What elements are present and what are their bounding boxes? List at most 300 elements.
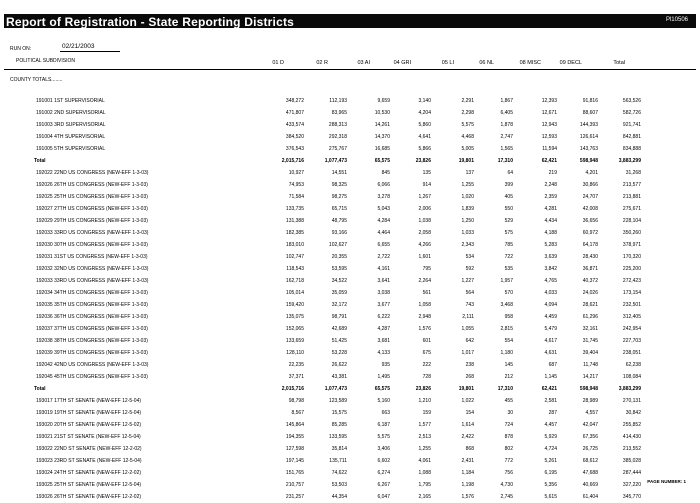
cell-05-li: 642 — [465, 338, 474, 344]
table-row — [0, 431, 641, 443]
table-row — [0, 143, 641, 155]
cell-01-d: 74,953 — [288, 182, 304, 188]
cell-01-d: 102,747 — [285, 254, 304, 260]
cell-03-ai: 14,261 — [374, 122, 390, 128]
cell-05-li: 1,255 — [461, 182, 474, 188]
column-header: 02 R — [316, 60, 328, 66]
cell-02-r: 53,228 — [331, 350, 347, 356]
cell-01-d: 433,574 — [285, 122, 304, 128]
district-name: 193017 17TH ST SENATE (NEW-EFF 12-5-04) — [36, 398, 142, 404]
cell-03-ai: 6,187 — [377, 422, 390, 428]
political-subdivision-header: POLITICAL SUBDIVISION — [16, 58, 75, 64]
cell-02-r: 43,381 — [331, 374, 347, 380]
cell-03-ai: 4,464 — [377, 230, 390, 236]
table-row — [0, 239, 641, 251]
cell-06-nl: 1,957 — [500, 278, 513, 284]
cell-08-misc: 5,261 — [544, 458, 557, 464]
cell-01-d: 127,598 — [285, 446, 304, 452]
table-row — [0, 467, 641, 479]
cell-08-misc: 11,594 — [542, 146, 557, 152]
county-totals-label: COUNTY TOTALS........ — [10, 77, 63, 83]
cell-05-li: 5,575 — [461, 122, 474, 128]
cell-06-nl: 399 — [504, 182, 513, 188]
cell-01-d: 145,864 — [285, 422, 304, 428]
cell-04-gri: 23,826 — [415, 158, 431, 164]
cell-total: 834,888 — [622, 146, 641, 152]
cell-05-li: 1,022 — [461, 398, 474, 404]
cell-01-d: 133,735 — [285, 206, 304, 212]
cell-08-misc: 12,593 — [541, 134, 557, 140]
registration-table — [0, 95, 641, 503]
cell-total: 30,842 — [625, 410, 641, 416]
table-row — [0, 359, 641, 371]
table-row — [0, 227, 641, 239]
cell-01-d: 348,272 — [285, 98, 304, 104]
cell-06-nl: 455 — [504, 398, 513, 404]
cell-09-decl: 4,201 — [585, 170, 598, 176]
district-name: 192029 29TH US CONGRESS (NEW-EFF 1-3-03) — [36, 218, 148, 224]
cell-08-misc: 4,724 — [544, 446, 557, 452]
report-title: Report of Registration - State Reporting Districts — [6, 15, 295, 29]
column-header: 06 NL — [479, 60, 494, 66]
cell-08-misc: 5,929 — [544, 434, 557, 440]
cell-02-r: 26,622 — [331, 362, 347, 368]
table-row — [0, 179, 641, 191]
cell-05-li: 137 — [465, 170, 474, 176]
total-row — [0, 155, 641, 167]
cell-08-misc: 4,457 — [544, 422, 557, 428]
cell-08-misc: 62,421 — [541, 386, 557, 392]
cell-08-misc: 687 — [548, 362, 557, 368]
cell-01-d: 151,765 — [285, 470, 304, 476]
district-name: 193023 23RD ST SENATE (NEW-EFF 12-5-04) — [36, 458, 142, 464]
cell-04-gri: 4,266 — [418, 242, 431, 248]
cell-total: 3,883,299 — [618, 158, 641, 164]
column-header: 04 GRI — [393, 60, 411, 66]
table-row — [0, 95, 641, 107]
cell-03-ai: 65,575 — [374, 386, 390, 392]
cell-04-gri: 1,088 — [418, 470, 431, 476]
cell-09-decl: 28,989 — [582, 398, 598, 404]
district-name: 191004 4TH SUPERVISORIAL — [36, 134, 106, 140]
cell-06-nl: 3,468 — [500, 302, 513, 308]
cell-08-misc: 4,459 — [544, 314, 557, 320]
cell-05-li: 1,184 — [461, 470, 474, 476]
cell-total: 227,703 — [622, 338, 641, 344]
cell-02-r: 135,711 — [329, 458, 347, 464]
cell-05-li: 238 — [465, 362, 474, 368]
cell-03-ai: 4,161 — [377, 266, 390, 272]
cell-09-decl: 42,047 — [582, 422, 598, 428]
cell-06-nl: 64 — [507, 170, 513, 176]
district-name: 192042 42ND US CONGRESS (NEW-EFF 1-3-03) — [36, 362, 149, 368]
cell-total: 173,154 — [622, 290, 641, 296]
cell-04-gri: 1,038 — [418, 218, 431, 224]
district-name: 192031 31ST US CONGRESS (NEW-EFF 1-3-03) — [36, 254, 148, 260]
cell-05-li: 1,017 — [461, 350, 474, 356]
cell-03-ai: 663 — [381, 410, 390, 416]
cell-08-misc: 12,671 — [541, 110, 557, 116]
cell-08-misc: 4,434 — [544, 218, 557, 224]
table-row — [0, 251, 641, 263]
cell-09-decl: 598,948 — [579, 386, 598, 392]
cell-05-li: 154 — [465, 410, 474, 416]
cell-06-nl: 1,565 — [500, 146, 513, 152]
cell-02-r: 123,589 — [328, 398, 347, 404]
cell-06-nl: 1,878 — [500, 122, 513, 128]
cell-09-decl: 68,612 — [582, 458, 598, 464]
cell-05-li: 4,468 — [461, 134, 474, 140]
cell-06-nl: 2,747 — [500, 134, 513, 140]
cell-05-li: 2,111 — [462, 314, 474, 320]
cell-04-gri: 914 — [422, 182, 431, 188]
cell-02-r: 98,791 — [331, 314, 347, 320]
cell-09-decl: 14,217 — [582, 374, 598, 380]
district-name: 192032 32ND US CONGRESS (NEW-EFF 1-3-03) — [36, 266, 149, 272]
district-name: Total — [34, 158, 46, 164]
cell-04-gri: 1,576 — [418, 326, 431, 332]
table-row — [0, 443, 641, 455]
run-date: 02/21/2003 — [62, 43, 95, 50]
cell-02-r: 288,313 — [328, 122, 347, 128]
cell-05-li: 1,198 — [461, 482, 474, 488]
page-number — [647, 479, 686, 484]
cell-02-r: 51,425 — [331, 338, 347, 344]
cell-09-decl: 40,372 — [582, 278, 598, 284]
cell-03-ai: 3,406 — [377, 446, 390, 452]
cell-09-decl: 60,972 — [582, 230, 598, 236]
cell-total: 582,726 — [622, 110, 641, 116]
district-name: 192033 33RD US CONGRESS (NEW-EFF 1-3-03) — [36, 230, 149, 236]
table-row — [0, 419, 641, 431]
cell-09-decl: 24,026 — [582, 290, 598, 296]
cell-04-gri: 5,866 — [418, 146, 431, 152]
cell-03-ai: 1,495 — [377, 374, 390, 380]
cell-04-gri: 2,264 — [418, 278, 431, 284]
cell-08-misc: 5,615 — [544, 494, 557, 500]
cell-06-nl: 802 — [504, 446, 513, 452]
cell-02-r: 14,551 — [331, 170, 347, 176]
cell-08-misc: 4,094 — [544, 302, 557, 308]
cell-02-r: 74,622 — [331, 470, 347, 476]
table-row — [0, 479, 641, 491]
cell-09-decl: 24,707 — [582, 194, 598, 200]
cell-09-decl: 11,748 — [583, 362, 598, 368]
district-name: 191005 5TH SUPERVISORIAL — [36, 146, 106, 152]
cell-03-ai: 6,066 — [377, 182, 390, 188]
cell-06-nl: 575 — [504, 230, 513, 236]
cell-03-ai: 4,284 — [377, 218, 390, 224]
cell-09-decl: 28,621 — [582, 302, 598, 308]
column-header: 09 DECL — [559, 60, 582, 66]
cell-06-nl: 772 — [504, 458, 513, 464]
cell-05-li: 2,291 — [461, 98, 474, 104]
cell-09-decl: 47,688 — [582, 470, 598, 476]
cell-05-li: 2,298 — [461, 110, 474, 116]
cell-01-d: 231,257 — [285, 494, 304, 500]
cell-03-ai: 2,722 — [377, 254, 390, 260]
district-name: 192045 45TH US CONGRESS (NEW-EFF 1-3-03) — [36, 374, 148, 380]
cell-05-li: 1,227 — [461, 278, 474, 284]
table-row — [0, 107, 641, 119]
cell-total: 108,084 — [622, 374, 641, 380]
cell-08-misc: 4,617 — [544, 338, 557, 344]
cell-02-r: 65,715 — [331, 206, 347, 212]
cell-06-nl: 722 — [504, 254, 513, 260]
district-name: 192037 37TH US CONGRESS (NEW-EFF 1-3-03) — [36, 326, 148, 332]
table-row — [0, 395, 641, 407]
cell-08-misc: 4,281 — [544, 206, 557, 212]
table-row — [0, 311, 641, 323]
cell-06-nl: 550 — [504, 206, 513, 212]
cell-total: 31,268 — [625, 170, 641, 176]
cell-09-decl: 40,669 — [582, 482, 598, 488]
cell-total: 287,444 — [622, 470, 641, 476]
cell-03-ai: 4,287 — [377, 326, 390, 332]
cell-06-nl: 4,730 — [500, 482, 513, 488]
cell-09-decl: 36,871 — [582, 266, 598, 272]
cell-01-d: 98,798 — [288, 398, 304, 404]
district-name: 192022 22ND US CONGRESS (NEW-EFF 1-3-03) — [36, 170, 149, 176]
total-row — [0, 383, 641, 395]
cell-05-li: 1,614 — [461, 422, 474, 428]
cell-04-gri: 2,513 — [418, 434, 431, 440]
district-name: 191003 3RD SUPERVISORIAL — [36, 122, 106, 128]
cell-03-ai: 6,222 — [377, 314, 390, 320]
cell-09-decl: 42,008 — [582, 206, 598, 212]
table-row — [0, 287, 641, 299]
cell-04-gri: 4,061 — [418, 458, 431, 464]
table-row — [0, 215, 641, 227]
cell-total: 270,131 — [622, 398, 641, 404]
cell-06-nl: 756 — [504, 470, 513, 476]
cell-06-nl: 17,310 — [497, 386, 513, 392]
cell-06-nl: 6,405 — [500, 110, 513, 116]
cell-03-ai: 935 — [381, 362, 390, 368]
cell-total: 378,971 — [622, 242, 641, 248]
cell-04-gri: 561 — [422, 290, 431, 296]
cell-05-li: 1,250 — [461, 218, 474, 224]
cell-03-ai: 10,530 — [374, 110, 390, 116]
cell-04-gri: 1,267 — [418, 194, 431, 200]
cell-08-misc: 1,145 — [544, 374, 557, 380]
cell-total: 275,671 — [622, 206, 641, 212]
cell-08-misc: 4,188 — [544, 230, 557, 236]
table-row — [0, 407, 641, 419]
table-row — [0, 131, 641, 143]
cell-04-gri: 4,204 — [418, 110, 431, 116]
cell-09-decl: 28,430 — [582, 254, 598, 260]
cell-06-nl: 145 — [504, 362, 513, 368]
cell-03-ai: 5,575 — [377, 434, 390, 440]
district-name: 192036 36TH US CONGRESS (NEW-EFF 1-3-03) — [36, 314, 148, 320]
cell-01-d: 210,757 — [285, 482, 304, 488]
cell-02-r: 83,965 — [331, 110, 347, 116]
cell-05-li: 2,343 — [461, 242, 474, 248]
cell-02-r: 42,689 — [331, 326, 347, 332]
cell-02-r: 98,275 — [331, 194, 347, 200]
cell-08-misc: 5,356 — [544, 482, 557, 488]
district-name: 193022 22ND ST SENATE (NEW-EFF 12-2-02) — [36, 446, 142, 452]
cell-06-nl: 529 — [504, 218, 513, 224]
column-header: 08 MISC — [519, 60, 541, 66]
cell-02-r: 35,059 — [331, 290, 347, 296]
cell-08-misc: 12,393 — [541, 98, 557, 104]
cell-09-decl: 36,656 — [582, 218, 598, 224]
cell-08-misc: 2,581 — [544, 398, 557, 404]
cell-total: 3,883,299 — [618, 386, 641, 392]
cell-04-gri: 3,140 — [418, 98, 431, 104]
cell-06-nl: 405 — [504, 194, 513, 200]
cell-09-decl: 4,557 — [585, 410, 598, 416]
cell-06-nl: 724 — [504, 422, 513, 428]
cell-01-d: 384,520 — [285, 134, 304, 140]
cell-09-decl: 91,816 — [582, 98, 598, 104]
cell-01-d: 105,014 — [285, 290, 304, 296]
cell-01-d: 37,371 — [288, 374, 304, 380]
district-name: 192025 25TH US CONGRESS (NEW-EFF 1-3-03) — [36, 194, 148, 200]
cell-03-ai: 9,659 — [377, 98, 390, 104]
cell-04-gri: 2,006 — [418, 206, 431, 212]
district-name: 193024 24TH ST SENATE (NEW-EFF 12-2-02) — [36, 470, 142, 476]
district-name: 193021 21ST ST SENATE (NEW-EFF 12-5-04) — [36, 434, 141, 440]
cell-03-ai: 4,133 — [377, 350, 390, 356]
district-name: 192034 34TH US CONGRESS (NEW-EFF 1-3-03) — [36, 290, 148, 296]
cell-02-r: 112,193 — [329, 98, 347, 104]
table-row — [0, 167, 641, 179]
cell-01-d: 71,584 — [288, 194, 304, 200]
cell-05-li: 1,576 — [461, 494, 474, 500]
cell-total: 62,238 — [625, 362, 641, 368]
cell-04-gri: 2,948 — [418, 314, 431, 320]
district-name: 193026 26TH ST SENATE (NEW-EFF 12-2-02) — [36, 494, 142, 500]
cell-01-d: 471,807 — [285, 110, 304, 116]
district-name: 192027 27TH US CONGRESS (NEW-EFF 1-3-03) — [36, 206, 148, 212]
district-name: 192030 30TH US CONGRESS (NEW-EFF 1-3-03) — [36, 242, 148, 248]
cell-01-d: 8,567 — [291, 410, 304, 416]
cell-03-ai: 16,685 — [374, 146, 390, 152]
cell-01-d: 376,543 — [285, 146, 304, 152]
cell-total: 255,852 — [622, 422, 641, 428]
divider — [60, 51, 120, 52]
cell-total: 842,881 — [622, 134, 641, 140]
cell-05-li: 592 — [465, 266, 474, 272]
district-name: 192035 35TH US CONGRESS (NEW-EFF 1-3-03) — [36, 302, 148, 308]
cell-05-li: 2,431 — [461, 458, 474, 464]
cell-02-r: 98,325 — [331, 182, 347, 188]
cell-02-r: 34,522 — [331, 278, 347, 284]
cell-total: 213,552 — [622, 446, 641, 452]
column-header: 01 D — [272, 60, 284, 66]
cell-01-d: 118,543 — [286, 266, 304, 272]
cell-05-li: 1,839 — [461, 206, 474, 212]
cell-03-ai: 5,160 — [377, 398, 390, 404]
cell-08-misc: 62,421 — [541, 158, 557, 164]
cell-08-misc: 219 — [548, 170, 557, 176]
cell-08-misc: 3,842 — [544, 266, 557, 272]
cell-04-gri: 2,165 — [418, 494, 431, 500]
cell-03-ai: 5,043 — [377, 206, 390, 212]
cell-01-d: 131,388 — [285, 218, 304, 224]
cell-total: 213,577 — [622, 182, 641, 188]
cell-03-ai: 6,267 — [377, 482, 390, 488]
cell-03-ai: 6,602 — [377, 458, 390, 464]
cell-04-gri: 601 — [422, 338, 431, 344]
cell-05-li: 5,005 — [461, 146, 474, 152]
run-date-label: RUN ON: — [10, 46, 32, 52]
cell-09-decl: 61,296 — [582, 314, 598, 320]
cell-02-r: 85,285 — [331, 422, 347, 428]
page-number-label: PAGE NUMBER: — [647, 479, 683, 484]
cell-01-d: 2,015,716 — [281, 386, 304, 392]
cell-01-d: 162,718 — [285, 278, 304, 284]
cell-total: 385,028 — [622, 458, 641, 464]
cell-06-nl: 17,310 — [497, 158, 513, 164]
cell-04-gri: 1,210 — [418, 398, 431, 404]
cell-02-r: 275,767 — [328, 146, 347, 152]
cell-total: 242,954 — [622, 326, 641, 332]
cell-04-gri: 2,058 — [418, 230, 431, 236]
district-name: 191001 1ST SUPERVISORIAL — [36, 98, 105, 104]
cell-01-d: 197,145 — [285, 458, 304, 464]
cell-02-r: 1,077,473 — [324, 386, 347, 392]
cell-04-gri: 1,795 — [418, 482, 431, 488]
cell-06-nl: 958 — [504, 314, 513, 320]
cell-06-nl: 2,815 — [500, 326, 513, 332]
cell-01-d: 182,385 — [285, 230, 304, 236]
cell-09-decl: 88,607 — [582, 110, 598, 116]
cell-04-gri: 1,058 — [418, 302, 431, 308]
table-row — [0, 203, 641, 215]
column-header: 03 AI — [357, 60, 370, 66]
cell-08-misc: 5,283 — [544, 242, 557, 248]
cell-01-d: 135,075 — [285, 314, 304, 320]
cell-06-nl: 2,745 — [500, 494, 513, 500]
table-row — [0, 491, 641, 503]
cell-total: 213,881 — [622, 194, 641, 200]
district-name: 192038 38TH US CONGRESS (NEW-EFF 1-3-03) — [36, 338, 148, 344]
cell-01-d: 128,110 — [286, 350, 304, 356]
cell-total: 350,260 — [622, 230, 641, 236]
district-name: 193025 25TH ST SENATE (NEW-EFF 12-5-04) — [36, 482, 142, 488]
table-row — [0, 371, 641, 383]
cell-01-d: 159,420 — [285, 302, 304, 308]
cell-04-gri: 159 — [422, 410, 431, 416]
cell-03-ai: 3,677 — [377, 302, 390, 308]
column-header: 05 LI — [441, 60, 454, 66]
cell-04-gri: 23,826 — [415, 386, 431, 392]
cell-09-decl: 61,404 — [582, 494, 598, 500]
cell-03-ai: 6,655 — [377, 242, 390, 248]
cell-02-r: 15,575 — [331, 410, 347, 416]
cell-03-ai: 6,047 — [377, 494, 390, 500]
cell-02-r: 93,166 — [331, 230, 347, 236]
cell-total: 232,501 — [622, 302, 641, 308]
cell-09-decl: 32,161 — [582, 326, 598, 332]
cell-total: 312,405 — [622, 314, 641, 320]
cell-04-gri: 4,641 — [418, 134, 431, 140]
cell-02-r: 44,354 — [331, 494, 347, 500]
cell-06-nl: 878 — [504, 434, 513, 440]
cell-04-gri: 1,255 — [418, 446, 431, 452]
cell-09-decl: 143,763 — [579, 146, 598, 152]
cell-08-misc: 2,248 — [544, 182, 557, 188]
table-row — [0, 335, 641, 347]
cell-04-gri: 5,860 — [418, 122, 431, 128]
cell-05-li: 564 — [465, 290, 474, 296]
page-number-value: 1 — [683, 479, 686, 484]
cell-04-gri: 222 — [422, 362, 431, 368]
